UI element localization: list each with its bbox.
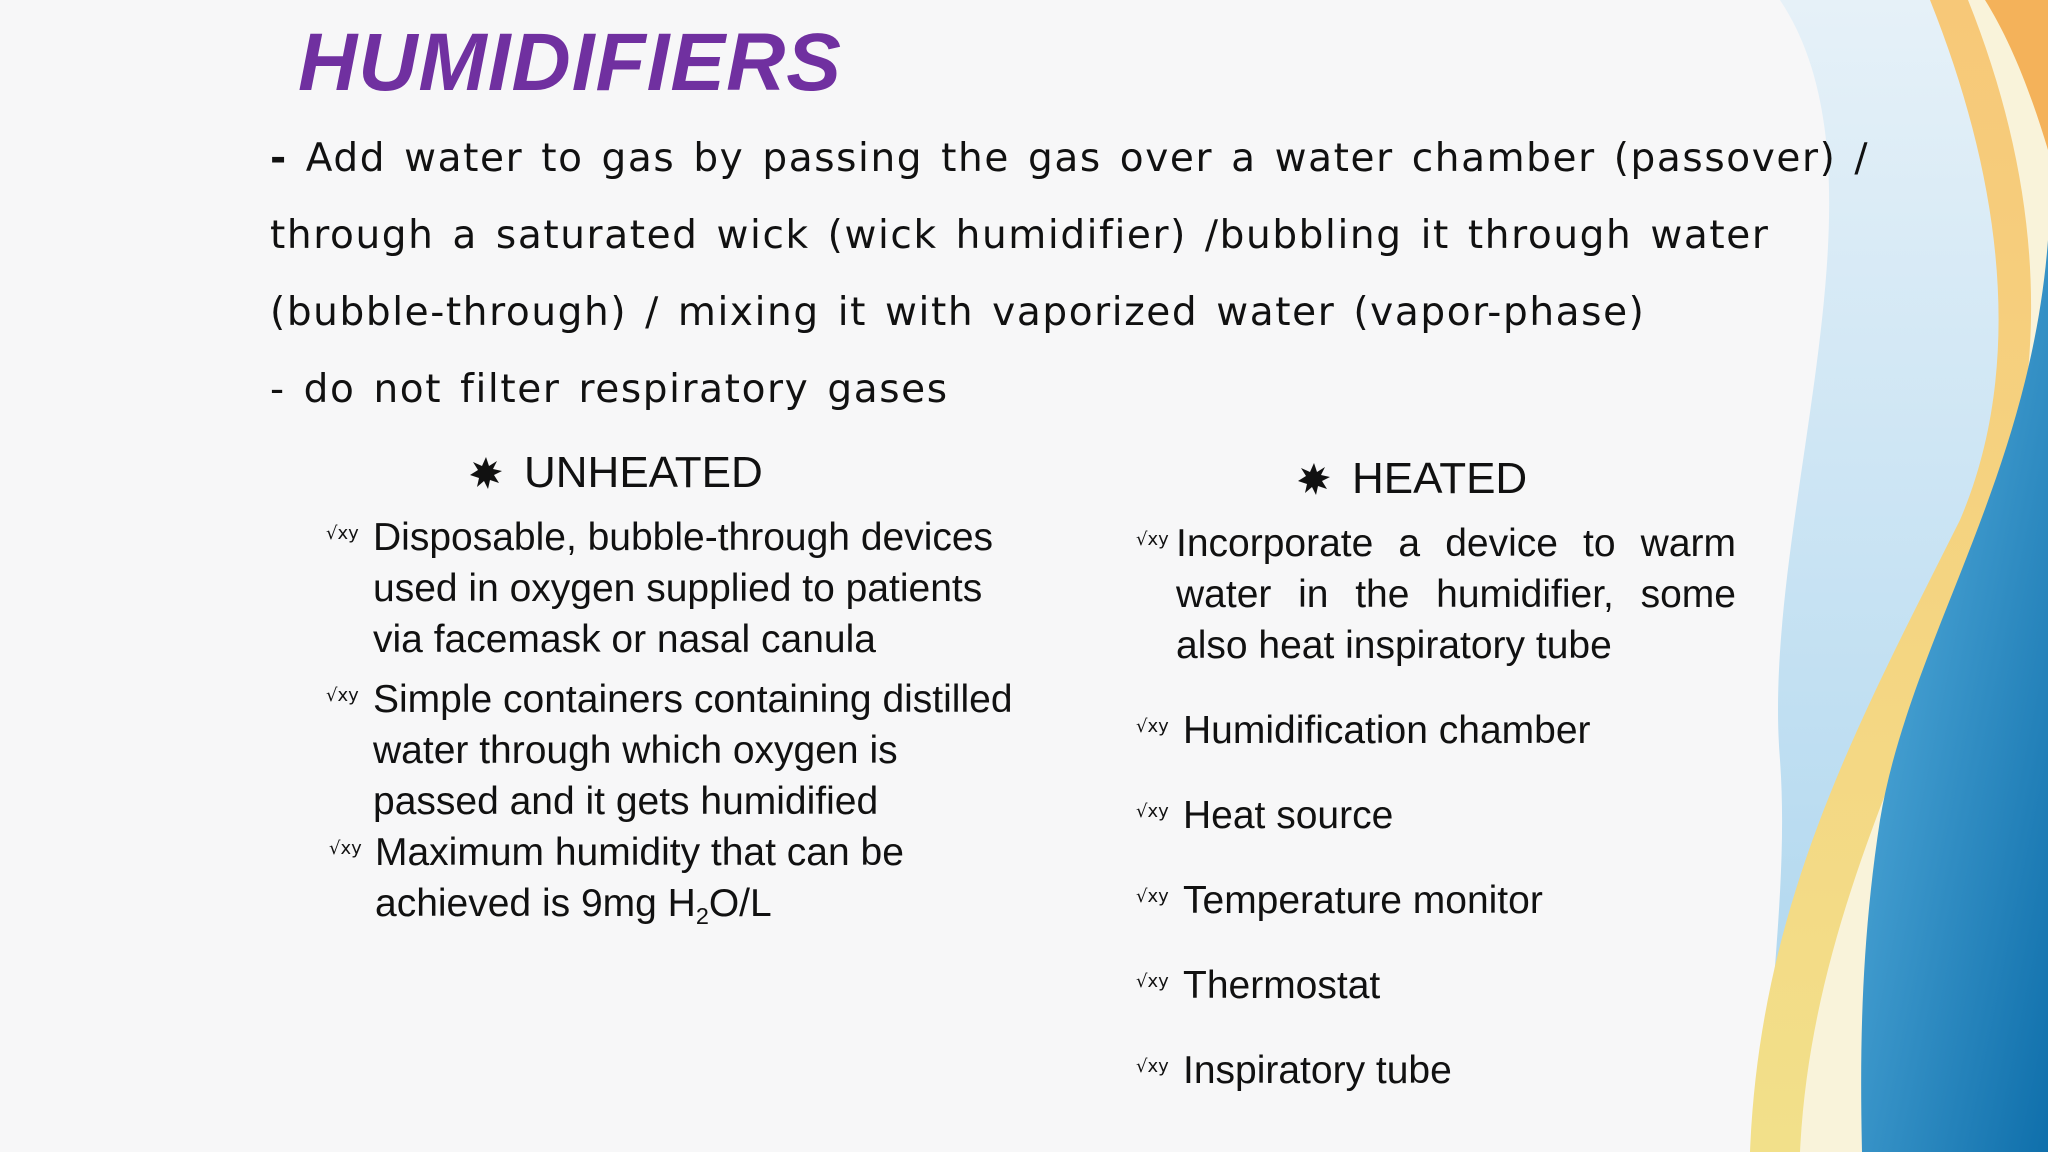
intro-line: (bubble-through) / mixing it with vaporized water (vapor-phase) — [270, 290, 1646, 335]
starburst-bullet-icon — [470, 457, 502, 489]
intro-line: - Add water to gas by passing the gas over a water chamber (passover) / — [270, 136, 1870, 181]
list-item: √xy Temperature monitor — [1136, 879, 1543, 922]
list-item: √xy Humidification chamber — [1136, 709, 1591, 752]
heated-heading — [1298, 454, 1527, 504]
unheated-heading — [470, 448, 763, 498]
sqrt-xy-bullet-icon: √xy — [1136, 716, 1169, 737]
sqrt-xy-bullet-icon: √xy — [1136, 801, 1169, 822]
sqrt-xy-bullet-icon: √xy — [1136, 886, 1169, 907]
intro-line: - do not filter respiratory gases — [270, 367, 949, 412]
heated-heading-label: HEATED — [1352, 454, 1528, 503]
sqrt-xy-bullet-icon: √xy — [329, 838, 362, 859]
heated-list — [1136, 518, 1736, 1096]
intro-line: through a saturated wick (wick humidifier) /bubbling it through water — [270, 213, 1770, 258]
sqrt-xy-bullet-icon: √xy — [1136, 1056, 1169, 1077]
unheated-heading-label: UNHEATED — [524, 448, 763, 497]
sqrt-xy-bullet-icon: √xy — [1136, 529, 1169, 550]
list-item: √xy Incorporate a device to warm water in the humidifier, some also heat inspiratory tube — [1136, 522, 1736, 667]
list-item: √xy Thermostat — [1136, 964, 1381, 1007]
unheated-list — [326, 512, 1016, 929]
sqrt-xy-bullet-icon: √xy — [326, 523, 359, 544]
starburst-bullet-icon — [1298, 463, 1330, 495]
list-item: √xy Inspiratory tube — [1136, 1049, 1452, 1092]
list-item: √xy Maximum humidity that can be achieved is 9mg $H_2O/L$ — [329, 831, 904, 930]
sqrt-xy-bullet-icon: √xy — [1136, 971, 1169, 992]
slide-title: HUMIDIFIERS — [298, 17, 842, 108]
list-item: √xy Simple containers containing distilled water through which oxygen is passed and it gets humidified — [326, 678, 1013, 823]
intro-text — [270, 130, 1870, 438]
list-item: √xy Heat source — [1136, 794, 1394, 837]
list-item: √xy Disposable, bubble-through devices used in oxygen supplied to patients via facemask or nasal canula — [326, 516, 994, 661]
sqrt-xy-bullet-icon: √xy — [326, 685, 359, 706]
